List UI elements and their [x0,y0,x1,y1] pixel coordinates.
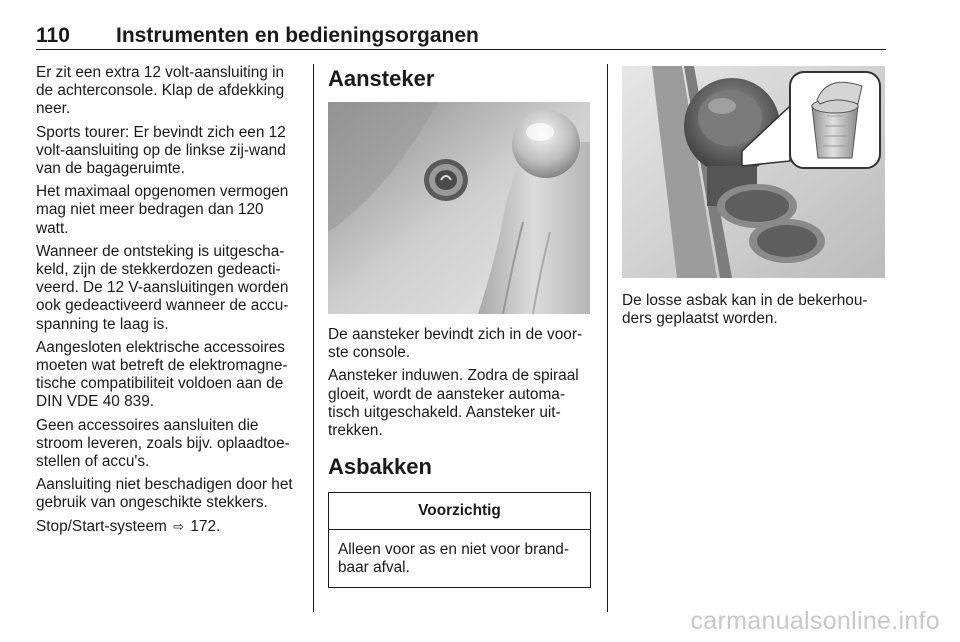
paragraph: Het maximaal opgenomen vermogen mag niet meer bedragen dan 120 watt. [36,183,289,237]
caption: De losse asbak kan in de bekerhou-ders geplaatst worden. [622,292,868,328]
lighter-illustration [328,102,590,314]
xref-page: 172. [190,517,221,535]
text-column-left [36,64,298,541]
paragraph: Aansteker induwen. Zodra de spiraal gloeit, wordt de aansteker automa-tisch uitgeschakeld. Aansteker uit-trekken. [328,367,579,440]
caution-box [328,492,591,587]
paragraph: Aansluiting niet beschadigen door het gebruik van ongeschikte stekkers. [36,476,293,512]
cross-reference[interactable] [36,518,298,536]
arrow-reference-icon: ⇨ [173,518,185,534]
paragraph: De aansteker bevindt zich in de voor-ste console. [328,326,583,362]
ashtray-photo [622,66,885,278]
column-divider [313,64,314,612]
caution-title: Voorzichtig [329,493,590,530]
column-divider [607,64,608,612]
paragraph: Sports tourer: Er bevindt zich een 12 volt-aansluiting op de linkse zij-wand van de bagageruimte. [36,123,286,178]
ashtray-illustration [622,66,885,278]
cigarette-lighter-photo [328,102,590,314]
paragraph: Aangesloten elektrische accessoires moeten wat betreft de elektromagne-tische compatibiliteit voldoen aan de DIN VDE 40 839. [36,338,288,411]
text-column-right [622,64,886,333]
watermark: carmanualsonline.info [690,607,940,635]
text-column-middle [328,64,592,588]
section-heading-lighter: Aansteker [328,66,435,91]
caution-text: Alleen voor as en niet voor brand-baar afval. [338,541,569,577]
paragraph: Geen accessoires aansluiten die stroom leveren, zoals bijv. oplaadtoe-stellen of accu's. [36,416,290,471]
section-heading-ashtrays: Asbakken [328,454,432,480]
page-number: 110 [36,24,70,47]
paragraph: Wanneer de ontsteking is uitgescha-keld, zijn de stekkerdozen gedeacti-veerd. De 12 V-aansluitingen worden ook gedeactiveerd wanneer de accu-spanning te laag is. [36,242,289,333]
page-title: Instrumenten en bedieningsorganen [116,24,479,47]
page-header [36,24,886,50]
xref-text: Stop/Start-systeem [36,517,167,535]
paragraph: Er zit een extra 12 volt-aansluiting in de achterconsole. Klap de afdekking neer. [36,64,285,118]
